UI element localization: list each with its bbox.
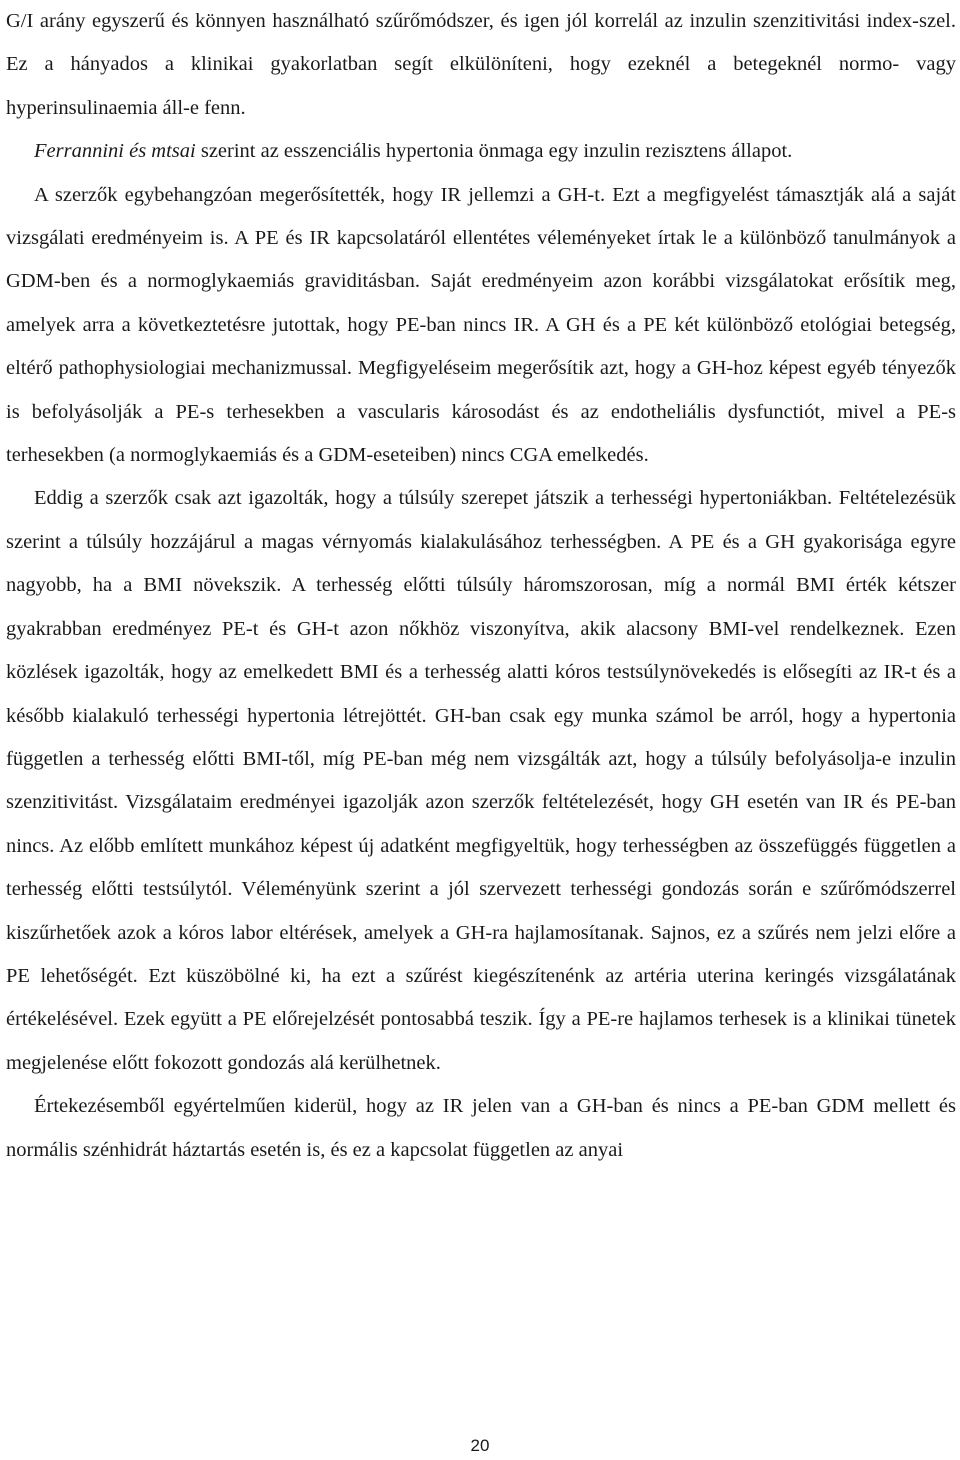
paragraph-ferrannini-text: szerint az esszenciális hypertonia önmaga egy inzulin rezisztens állapot.	[195, 140, 793, 163]
paragraph-ir-gh-pe: A szerzők egybehangzóan megerősítették, hogy IR jellemzi a GH-t. Ezt a megfigyelést támasztják alá a saját vizsgálati eredményeim is. A PE és IR kapcsolatáról ellentétes véleményeket írtak le a különböző tanulmányok a GDM-ben és a normoglykaemiás graviditásban. Saját eredményeim azon korábbi vizsgálatokat erősítik meg, amelyek arra a következtetésre jutottak, hogy PE-ban nincs IR. A GH és a PE két különböző etológiai betegség, eltérő pathophysiologiai mechanizmussal. Megfigyeléseim megerősítik azt, hogy a GH-hoz képest egyéb tényezők is befolyásolják a PE-s terhesekben a vascularis károsodást és az endotheliális dysfunctiót, mivel a PE-s terhesekben (a normoglykaemiás és a GDM-eseteiben) nincs CGA emelkedés.	[6, 183, 956, 467]
paragraph-gi-ratio: G/I arány egyszerű és könnyen használható szűrőmódszer, és igen jól korrelál az inzulin szenzitivitási index-szel. Ez a hányados a klinikai gyakorlatban segít elkülöníteni, hogy ezeknél a betegeknél normo- vagy hyperinsulinaemia áll-e fenn.	[6, 10, 956, 119]
page-number: 20	[470, 1436, 490, 1455]
paragraph-ferrannini	[6, 130, 956, 173]
document-body	[6, 0, 956, 1172]
paragraph-bmi: Eddig a szerzők csak azt igazolták, hogy a túlsúly szerepet játszik a terhességi hypertoniákban. Feltételezésük szerint a túlsúly hozzájárul a magas vérnyomás kialakulásához terhességben. A PE és a GH gyakorisága egyre nagyobb, ha a BMI növekszik. A terhesség előtti túlsúly háromszorosan, míg a normál BMI érték kétszer gyakrabban eredményez PE-t és GH-t azon nőkhöz viszonyítva, akik alacsony BMI-vel rendelkeznek. Ezen közlések igazolták, hogy az emelkedett BMI és a terhesség alatti kóros testsúlynövekedés is elősegíti az IR-t és a később kialakuló terhességi hypertonia létrejöttét. GH-ban csak egy munka számol be arról, hogy a hypertonia független a terhesség előtti BMI-től, míg PE-ban még nem vizsgálták azt, hogy a túlsúly befolyásolja-e inzulin szenzitivitást. Vizsgálataim eredményei igazolják azon szerzők feltételezését, hogy GH esetén van IR és PE-ban nincs. Az előbb említett munkához képest új adatként megfigyeltük, hogy terhességben az összefüggés független a terhesség előtti testsúlytól. Véleményünk szerint a jól szervezett terhességi gondozás során e szűrőmódszerrel kiszűrhetőek azok a kóros labor eltérések, amelyek a GH-ra hajlamosítanak. Sajnos, ez a szűrés nem jelzi előre a PE lehetőségét. Ezt küszöbölné ki, ha ezt a szűrést kiegészítenénk az artéria uterina keringés vizsgálatának értékelésével. Ezek együtt a PE előrejelzését pontosabbá teszik. Így a PE-re hajlamos terhesek is a klinikai tünetek megjelenése előtt fokozott gondozás alá kerülhetnek.	[6, 487, 956, 1074]
paragraph-conclusion: Értekezésemből egyértelműen kiderül, hogy az IR jelen van a GH-ban és nincs a PE-ban GDM mellett és normális szénhidrát háztartás esetén is, és ez a kapcsolat független az anyai	[6, 1095, 956, 1161]
author-citation: Ferrannini és mtsai	[34, 140, 196, 163]
